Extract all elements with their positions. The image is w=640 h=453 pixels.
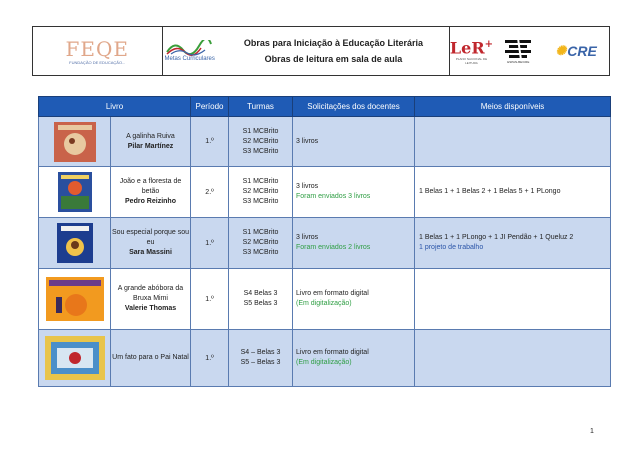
turma-item: S1 MCBrito xyxy=(242,178,279,185)
metas-curriculares-logo xyxy=(163,27,219,75)
solicitacao-cell xyxy=(293,269,415,330)
book-cover-image xyxy=(54,122,96,162)
book-cover-image xyxy=(58,172,92,212)
turma-item: S1 MCBrito xyxy=(242,127,279,135)
meios-cell xyxy=(415,218,611,269)
turmas-cell xyxy=(229,218,293,269)
turma-item: S5 – Belas 3 xyxy=(240,359,281,366)
metas-wave-icon xyxy=(165,40,213,56)
esp-logo-subtitle: ESPAN-BE/CRE xyxy=(507,60,530,64)
meios-cell xyxy=(415,330,611,387)
document-title-line1: Obras para Iniciação à Educação Literária xyxy=(243,38,423,48)
table-row xyxy=(39,330,611,387)
book-author: Sara Massini xyxy=(129,249,172,256)
solicitacao-text: 3 livros xyxy=(296,183,319,190)
header-turmas: Turmas xyxy=(229,97,293,117)
table-row xyxy=(39,117,611,167)
metas-logo-label: Metas Curriculares xyxy=(164,56,215,62)
solicitacao-cell xyxy=(293,218,415,269)
turma-item: S4 – Belas 3 xyxy=(240,349,281,356)
periodo-cell: 1.º xyxy=(191,117,229,167)
meios-cell xyxy=(415,117,611,167)
book-title: Sou especial porque sou eu xyxy=(111,229,190,246)
esp-logo xyxy=(493,27,543,75)
book-cover-image xyxy=(57,223,93,263)
periodo-cell: 1.º xyxy=(191,218,229,269)
solicitacao-note: Foram enviados 3 livros xyxy=(296,193,371,200)
table-row xyxy=(39,167,611,218)
solicitacao-cell xyxy=(293,330,415,387)
sun-icon: ✺ xyxy=(555,43,567,58)
meios-cell xyxy=(415,167,611,218)
book-cover-image xyxy=(46,277,104,321)
book-title: João e a floresta de betão xyxy=(119,178,182,195)
turmas-cell xyxy=(229,117,293,167)
ler-logo-text: LeR xyxy=(449,38,485,58)
turmas-cell xyxy=(229,269,293,330)
meios-note: 1 projeto de trabalho xyxy=(419,244,484,251)
turma-item: S2 MCBrito xyxy=(242,188,279,195)
book-cover-cell xyxy=(39,167,111,218)
solicitacao-text: Livro em formato digital xyxy=(296,290,369,297)
turma-item: S5 Belas 3 xyxy=(243,300,278,307)
header-meios: Meios disponíveis xyxy=(415,97,611,117)
turma-item: S3 MCBrito xyxy=(242,198,279,205)
book-cover-image xyxy=(45,336,105,380)
periodo-cell: 2.º xyxy=(191,167,229,218)
meios-text: 1 Belas 1 + 1 Belas 2 + 1 Belas 5 + 1 PLongo xyxy=(419,188,561,195)
turmas-cell xyxy=(229,330,293,387)
periodo-cell: 1.º xyxy=(191,269,229,330)
turma-item: S4 Belas 3 xyxy=(243,290,278,297)
solicitacao-note: (Em digitalização) xyxy=(296,359,352,366)
turma-item: S3 MCBrito xyxy=(242,147,279,155)
header-livro: Livro xyxy=(39,97,191,117)
table-row xyxy=(39,218,611,269)
books-table xyxy=(38,96,611,387)
page-number: 1 xyxy=(590,428,594,435)
feqe-logo xyxy=(33,27,163,75)
meios-text: 1 Belas 1 + 1 PLongo + 1 JI Pendão + 1 Queluz 2 xyxy=(419,234,574,241)
book-cover-cell xyxy=(39,330,111,387)
feqe-logo-letters: FEQE xyxy=(65,36,130,61)
book-cell xyxy=(111,167,191,218)
solicitacao-note: (Em digitalização) xyxy=(296,300,352,307)
esp-emblem-icon xyxy=(503,38,533,60)
solicitacao-text: 3 livros xyxy=(296,137,319,145)
periodo-cell: 1.º xyxy=(191,330,229,387)
book-cell xyxy=(111,330,191,387)
solicitacao-cell xyxy=(293,117,415,167)
book-cell xyxy=(111,117,191,167)
document-title-line2: Obras de leitura em sala de aula xyxy=(264,54,403,64)
book-cover-cell xyxy=(39,117,111,167)
table-header-row xyxy=(39,97,611,117)
cre-logo xyxy=(543,27,609,75)
turma-item: S2 MCBrito xyxy=(242,137,279,145)
ler-logo: LeR+ PLANO NACIONAL DE LEITURA xyxy=(449,38,494,65)
book-title: Um fato para o Pai Natal xyxy=(112,354,189,361)
table-row xyxy=(39,269,611,330)
turma-item: S3 MCBrito xyxy=(242,249,279,256)
header-periodo: Período xyxy=(191,97,229,117)
feqe-logo-subtitle: FUNDAÇÃO DE EDUCAÇÃO... xyxy=(69,59,126,65)
solicitacao-text: 3 livros xyxy=(296,234,319,241)
book-cell xyxy=(111,218,191,269)
solicitacao-cell xyxy=(293,167,415,218)
solicitacao-note: Foram enviados 2 livros xyxy=(296,244,371,251)
ler-logo-subtitle: PLANO NACIONAL DE LEITURA xyxy=(455,56,488,65)
document-header xyxy=(32,26,610,76)
book-author: Pilar Martínez xyxy=(127,142,174,150)
book-author: Pedro Reizinho xyxy=(125,198,176,205)
book-title: A grande abóbora da Bruxa Mimi xyxy=(117,285,184,302)
turma-item: S1 MCBrito xyxy=(242,229,279,236)
meios-cell xyxy=(415,269,611,330)
header-solicitacoes: Solicitações dos docentes xyxy=(293,97,415,117)
book-cover-cell xyxy=(39,269,111,330)
book-author: Valerie Thomas xyxy=(124,305,177,312)
document-title-block xyxy=(218,27,449,75)
turma-item: S2 MCBrito xyxy=(242,239,279,246)
book-title: A galinha Ruiva xyxy=(126,132,175,140)
turmas-cell xyxy=(229,167,293,218)
cre-logo-text: CRE xyxy=(567,43,597,59)
book-cell xyxy=(111,269,191,330)
solicitacao-text: Livro em formato digital xyxy=(296,349,369,356)
book-cover-cell xyxy=(39,218,111,269)
